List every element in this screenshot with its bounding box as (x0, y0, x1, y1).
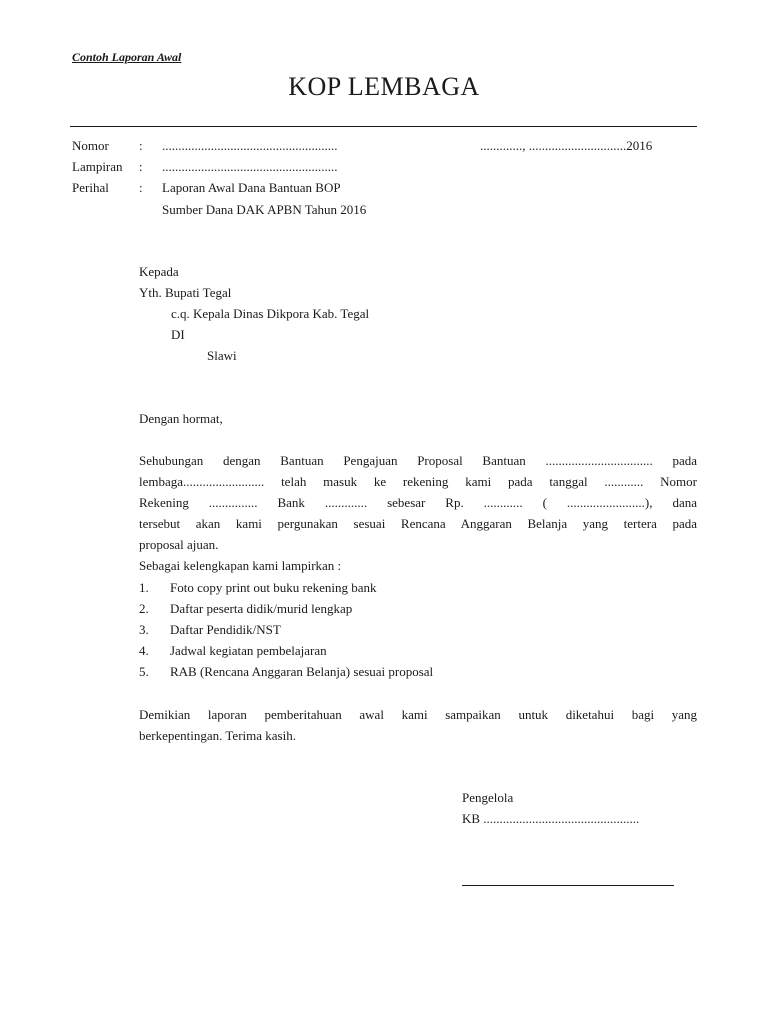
perihal-label: Perihal (72, 180, 109, 195)
paragraph-line: berkepentingan. Terima kasih. (139, 728, 296, 743)
nomor-value: ...................................................... (162, 138, 338, 153)
list-item: Jadwal kegiatan pembelajaran (170, 643, 327, 658)
perihal-line-2: Sumber Dana DAK APBN Tahun 2016 (162, 202, 367, 217)
recipient-yth: Yth. Bupati Tegal (139, 285, 232, 300)
lampiran-value: ...................................................... (162, 159, 338, 174)
recipient-di: DI (171, 327, 185, 342)
lampiran-colon: : (139, 159, 143, 174)
paragraph-line: Demikian laporan pemberitahuan awal kami sampaikan untuk diketahui bagi yang (139, 707, 697, 722)
paragraph-line: Rekening ............... Bank ............. sebesar Rp. ............ ( ........................), dana (139, 495, 697, 510)
recipient-kepada: Kepada (139, 264, 179, 279)
signature-role: Pengelola (462, 790, 514, 805)
list-item: Daftar peserta didik/murid lengkap (170, 601, 353, 616)
list-item-number: 3. (139, 622, 149, 637)
nomor-colon: : (139, 138, 143, 153)
list-item: Foto copy print out buku rekening bank (170, 580, 377, 595)
body-paragraph (139, 450, 697, 555)
perihal-colon: : (139, 180, 143, 195)
signature-line (462, 885, 674, 886)
list-item-number: 5. (139, 664, 149, 679)
signature-institution: KB ................................................ (462, 811, 640, 826)
paragraph-line: Sehubungan dengan Bantuan Pengajuan Proposal Bantuan ................................. pada (139, 453, 697, 468)
recipient-cq: c.q. Kepala Dinas Dikpora Kab. Tegal (171, 306, 370, 321)
list-item-number: 1. (139, 580, 149, 595)
list-item-number: 4. (139, 643, 149, 658)
list-item: Daftar Pendidik/NST (170, 622, 281, 637)
nomor-label: Nomor (72, 138, 109, 153)
greeting: Dengan hormat, (139, 411, 223, 426)
perihal-line-1: Laporan Awal Dana Bantuan BOP (162, 180, 341, 195)
list-item: RAB (Rencana Anggaran Belanja) sesuai proposal (170, 664, 434, 679)
place-date: ............., ..............................2016 (480, 138, 653, 153)
closing-paragraph (139, 704, 697, 746)
attachments-intro: Sebagai kelengkapan kami lampirkan : (139, 558, 342, 573)
list-item-number: 2. (139, 601, 149, 616)
sample-label: Contoh Laporan Awal (72, 50, 182, 64)
paragraph-line: tersebut akan kami pergunakan sesuai Rencana Anggaran Belanja yang tertera pada (139, 516, 697, 531)
recipient-city: Slawi (207, 348, 237, 363)
lampiran-label: Lampiran (72, 159, 123, 174)
letterhead-title: KOP LEMBAGA (288, 72, 480, 101)
header-divider (70, 126, 697, 127)
paragraph-line: lembaga......................... telah masuk ke rekening kami pada tanggal ............ Nomor (139, 474, 697, 489)
paragraph-line: proposal ajuan. (139, 537, 219, 552)
